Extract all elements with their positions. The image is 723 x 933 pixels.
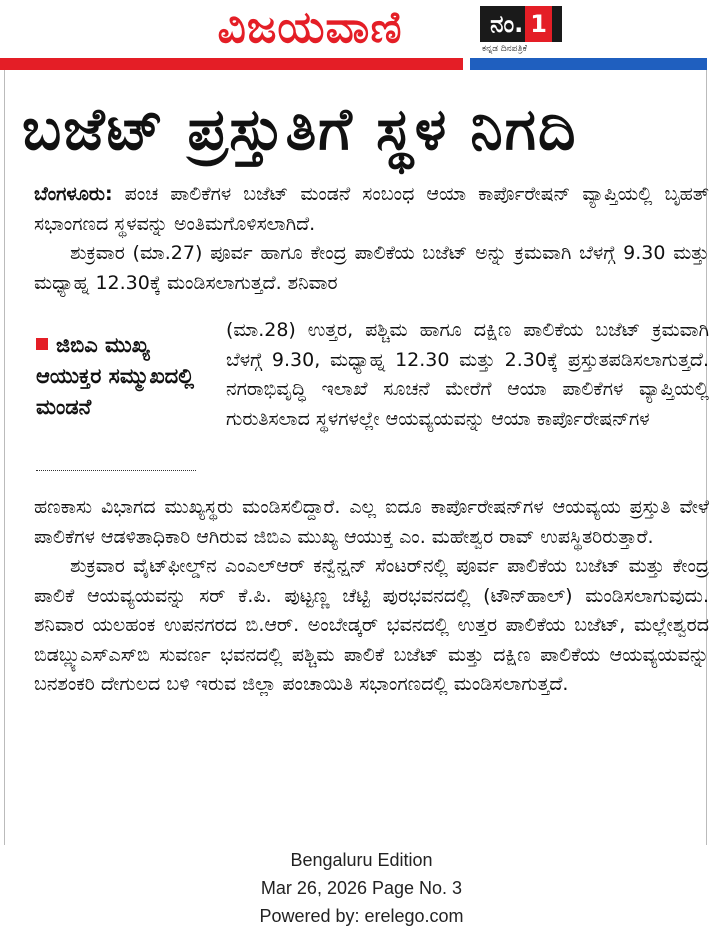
masthead (0, 0, 723, 72)
pullquote-divider (36, 470, 196, 471)
paragraph-3: ಶುಕ್ರವಾರ ವೈಟ್‌ಫೀಲ್ಡ್‌ನ ಎಂಎಲ್‌ಆರ್ ಕನ್ವೆನ್ಷನ್ ಸೆಂಟರ್‌ನಲ್ಲಿ ಪೂರ್ವ ಪಾಲಿಕೆಯ ಬಜೆಟ್ ಮತ್ತು ಕೇಂದ್ರ ಪಾಲಿಕೆ ಆಯವ್ಯಯವನ್ನು ಸರ್ ಕೆ.ಪಿ. ಪುಟ್ಟಣ್ಣ ಚೆಟ್ಟಿ ಪುರಭವನದಲ್ಲಿ (ಟೌನ್‌ಹಾಲ್) ಮಂಡಿಸಲಾಗುವುದು. ಶನಿವಾರ ಯಲಹಂಕ ಉಪನಗರದ ಬಿ.ಆರ್. ಅಂಬೇಡ್ಕರ್ ಭವನದಲ್ಲಿ ಉತ್ತರ ಪಾಲಿಕೆಯ ಬಜೆಟ್, ಮಲ್ಲೇಶ್ವರದ ಬಿಡಬ್ಲ್ಯುಎಸ್‌ಎಸ್‌ಬಿ ಸುವರ್ಣ ಭವನದಲ್ಲಿ ಪಶ್ಚಿಮ ಪಾಲಿಕೆ ಬಜೆಟ್ ಮತ್ತು ದಕ್ಷಿಣ ಪಾಲಿಕೆಯ ಆಯವ್ಯಯವನ್ನು ಬನಶಂಕರಿ ದೇಗುಲದ ಬಳಿ ಇರುವ ಜಿಲ್ಲಾ ಪಂಚಾಯಿತಿ ಸಭಾಂಗಣದಲ್ಲಿ ಮಂಡಿಸಲಾಗುತ್ತದೆ. (34, 555, 709, 695)
article-body-wrap: (ಮಾ.28) ಉತ್ತರ, ಪಶ್ಚಿಮ ಹಾಗೂ ದಕ್ಷಿಣ ಪಾಲಿಕೆಯ ಬಜೆಟ್ ಕ್ರಮವಾಗಿ ಬೆಳಗ್ಗೆ 9.30, ಮಧ್ಯಾಹ್ನ 12.30 ಮತ್ತು 2.30ಕ್ಕೆ ಪ್ರಸ್ತುತಪಡಿಸಲಾಗುತ್ತದೆ. ನಗರಾಭಿವೃದ್ಧಿ ಇಲಾಖೆ ಸೂಚನೆ ಮೇರೆಗೆ ಆಯಾ ಪಾಲಿಕೆಗಳ ವ್ಯಾಪ್ತಿಯಲ್ಲಿ ಗುರುತಿಸಲಾದ ಸ್ಥಳಗಳಲ್ಲೇ ಆಯವ್ಯಯವನ್ನು ಆಯಾ ಕಾರ್ಪೊರೇಷನ್‌ಗಳ (226, 319, 709, 430)
number-one-badge (480, 6, 562, 42)
paragraph-2-start: ಶುಕ್ರವಾರ (ಮಾ.27) ಪೂರ್ವ ಹಾಗೂ ಕೇಂದ್ರ ಪಾಲಿಕೆಯ ಬಜೆಟ್ ಅನ್ನು ಕ್ರಮವಾಗಿ ಬೆಳಗ್ಗೆ 9.30 ಮತ್ತು ಮಧ್ಯಾಹ್ನ 12.30ಕ್ಕೆ ಮಂಡಿಸಲಾಗುತ್ತದೆ. ಶನಿವಾರ (34, 242, 709, 294)
paragraph-2-end: ಹಣಕಾಸು ವಿಭಾಗದ ಮುಖ್ಯಸ್ಥರು ಮಂಡಿಸಲಿದ್ದಾರೆ. ಎಲ್ಲ ಐದೂ ಕಾರ್ಪೊರೇಷನ್‌ಗಳ ಆಯವ್ಯಯ ಪ್ರಸ್ತುತಿ ವೇಳೆ ಪಾಲಿಕೆಗಳ ಆಡಳಿತಾಧಿಕಾರಿ ಆಗಿರುವ ಜಿಬಿಎ ಮುಖ್ಯ ಆಯುಕ್ತ ಎಂ. ಮಹೇಶ್ವರ ರಾವ್ ಉಪಸ್ಥಿತರಿರುತ್ತಾರೆ. (34, 496, 709, 548)
bullet-marker (36, 338, 48, 350)
masthead-red-bar (0, 58, 463, 70)
pullquote (36, 330, 200, 423)
article-headline: ಬಜೆಟ್ ಪ್ರಸ್ತುತಿಗೆ ಸ್ಥಳ ನಿಗದಿ (22, 95, 578, 163)
masthead-blue-bar (470, 58, 707, 70)
page-footer (0, 846, 723, 930)
edition-label: Bengaluru Edition (290, 850, 433, 870)
badge-number: 1 (525, 6, 552, 42)
date-page-label: Mar 26, 2026 Page No. 3 (260, 878, 463, 898)
dateline: ಬೆಂಗಳೂರು: (34, 183, 113, 205)
pullquote-text: ಜಿಬಿಎ ಮುಖ್ಯ ಆಯುಕ್ತರ ಸಮ್ಮುಖದಲ್ಲಿ ಮಂಡನೆ (36, 333, 195, 419)
paragraph-1: ಪಂಚ ಪಾಲಿಕೆಗಳ ಬಜೆಟ್ ಮಂಡನೆ ಸಂಬಂಧ ಆಯಾ ಕಾರ್ಪೊರೇಷನ್ ವ್ಯಾಪ್ತಿಯಲ್ಲಿ ಬೃಹತ್ ಸಭಾಂಗಣದ ಸ್ಥಳವನ್ನು ಅಂತಿಮಗೊಳಿಸಲಾಗಿದೆ. (34, 183, 709, 235)
frame-left-border (4, 70, 5, 845)
tagline: ಕನ್ನಡ ದಿನಪತ್ರಿಕೆ (482, 44, 528, 54)
badge-prefix: ನಂ. (490, 10, 524, 38)
article-body-top (34, 180, 709, 298)
article-body-bottom (34, 493, 709, 700)
powered-by-label: Powered by: erelego.com (259, 906, 464, 926)
newspaper-logo: ವಿಜಯವಾಣಿ (217, 2, 403, 53)
